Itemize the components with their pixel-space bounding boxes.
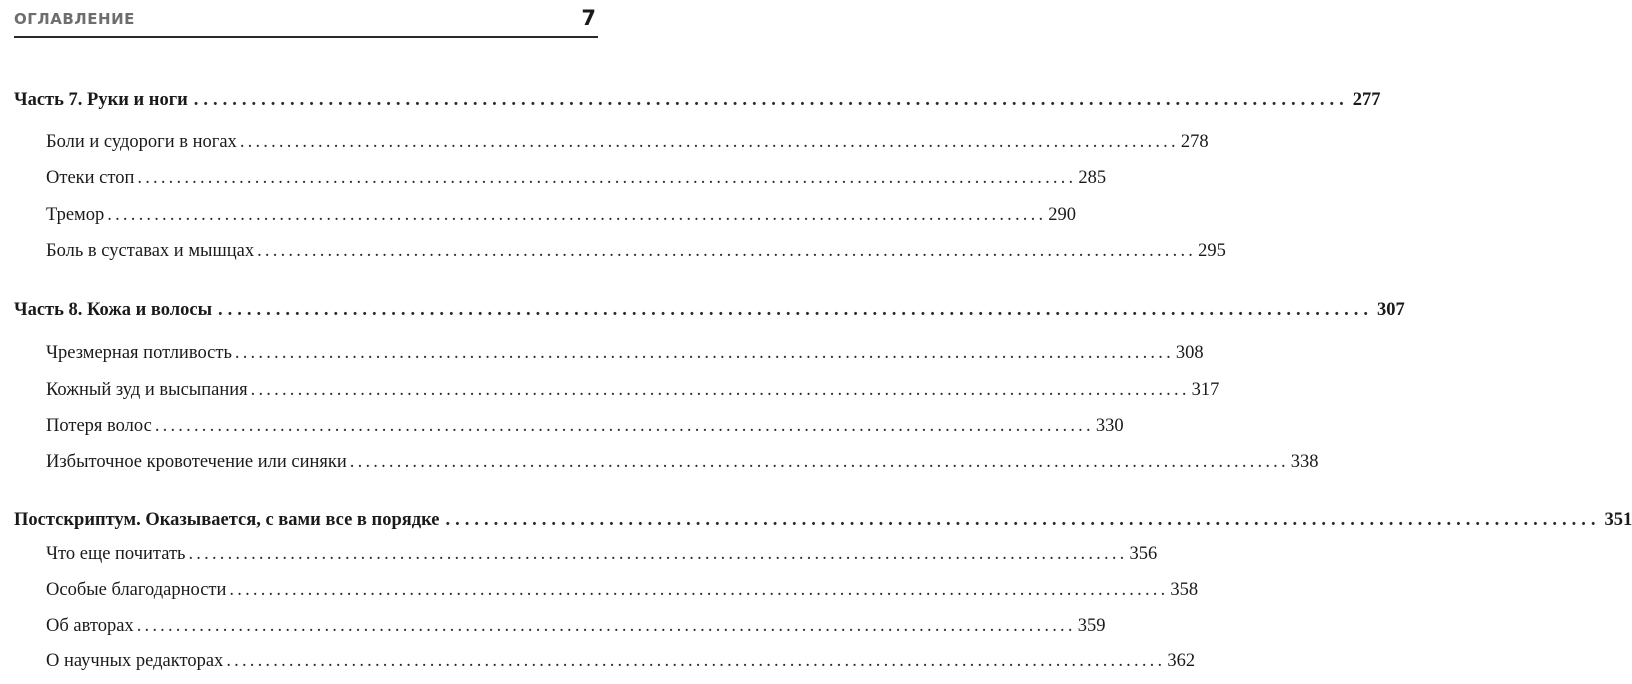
toc-entry — [46, 380, 1220, 401]
toc-entry-page: 317 — [1191, 380, 1220, 400]
toc-entry — [46, 651, 1196, 672]
toc-entry — [46, 452, 1319, 473]
toc-entry-page: 358 — [1170, 580, 1199, 600]
toc-part-entry — [14, 90, 1381, 111]
toc-entry — [46, 241, 1226, 262]
toc-entry-page: 285 — [1078, 168, 1107, 188]
toc-leader-dots: ........................................................................................................................ — [234, 343, 1174, 363]
toc-entry — [46, 580, 1199, 601]
toc-entry-title: Отеки стоп — [46, 168, 135, 188]
toc-entry — [46, 544, 1158, 565]
toc-leader-dots: ........................................................................................................................ — [193, 90, 1349, 110]
toc-entry-title: Часть 8. Кожа и волосы — [14, 300, 213, 320]
toc-entry-title: Чрезмерная потливость — [46, 343, 232, 363]
toc-leader-dots: ........................................................................................................................ — [250, 380, 1190, 400]
toc-leader-dots: ........................................................................................................................ — [239, 132, 1179, 152]
toc-leader-dots: ........................................................................................................................ — [137, 168, 1077, 188]
toc-entry-title: Тремор — [46, 205, 105, 225]
toc-entry-title: Боль в суставах и мышцах — [46, 241, 255, 261]
toc-entry-title: Избыточное кровотечение или синяки — [46, 452, 347, 472]
toc-entry — [46, 132, 1209, 153]
toc-leader-dots: ........................................................................................................................ — [154, 416, 1094, 436]
toc-entry-page: 351 — [1604, 510, 1632, 530]
toc-entry-title: Что еще почитать — [46, 544, 186, 564]
toc-entry-page: 290 — [1048, 205, 1077, 225]
toc-entry — [46, 168, 1107, 189]
toc-entry — [46, 343, 1204, 364]
toc-entry-page: 356 — [1129, 544, 1158, 564]
toc-entry-page: 278 — [1180, 132, 1209, 152]
toc-leader-dots: ........................................................................................................................ — [229, 580, 1169, 600]
toc-entry-page: 330 — [1095, 416, 1124, 436]
toc-entry-title: Особые благодарности — [46, 580, 227, 600]
toc-leader-dots: ........................................................................................................................ — [107, 205, 1047, 225]
toc-leader-dots: ........................................................................................................................ — [257, 241, 1197, 261]
toc-entry-title: Потеря волос — [46, 416, 152, 436]
toc-part-entry — [14, 510, 1632, 531]
toc-entry-title: Боли и судороги в ногах — [46, 132, 237, 152]
running-head-title: ОГЛАВЛЕНИЕ — [14, 10, 135, 28]
toc-part-entry — [14, 300, 1405, 321]
toc-entry — [46, 205, 1077, 226]
toc-entry-page: 362 — [1167, 651, 1196, 671]
toc-entry-page: 308 — [1175, 343, 1204, 363]
toc-entry-title: Кожный зуд и высыпания — [46, 380, 248, 400]
toc-entry-title: О научных редакторах — [46, 651, 224, 671]
toc-entry-page: 277 — [1352, 90, 1381, 110]
toc-leader-dots: ........................................................................................................................ — [349, 452, 1289, 472]
toc-leader-dots: ........................................................................................................................ — [136, 616, 1076, 636]
toc-entry-page: 359 — [1077, 616, 1106, 636]
toc-entry-title: Часть 7. Руки и ноги — [14, 90, 188, 110]
toc-entry — [46, 416, 1124, 437]
toc-entry-page: 338 — [1290, 452, 1319, 472]
toc-entry-page: 295 — [1198, 241, 1226, 261]
toc-leader-dots: ........................................................................................................................ — [218, 300, 1374, 320]
running-head-page-number: 7 — [581, 6, 596, 30]
page-header — [14, 6, 598, 38]
toc-entry-page: 307 — [1377, 300, 1405, 320]
toc-leader-dots: ........................................................................................................................ — [445, 510, 1601, 530]
toc-leader-dots: ........................................................................................................................ — [226, 651, 1166, 671]
toc-leader-dots: ........................................................................................................................ — [188, 544, 1128, 564]
toc-entry — [46, 616, 1106, 637]
toc-entry-title: Об авторах — [46, 616, 134, 636]
toc-entry-title: Постскриптум. Оказывается, с вами все в порядке — [14, 510, 440, 530]
